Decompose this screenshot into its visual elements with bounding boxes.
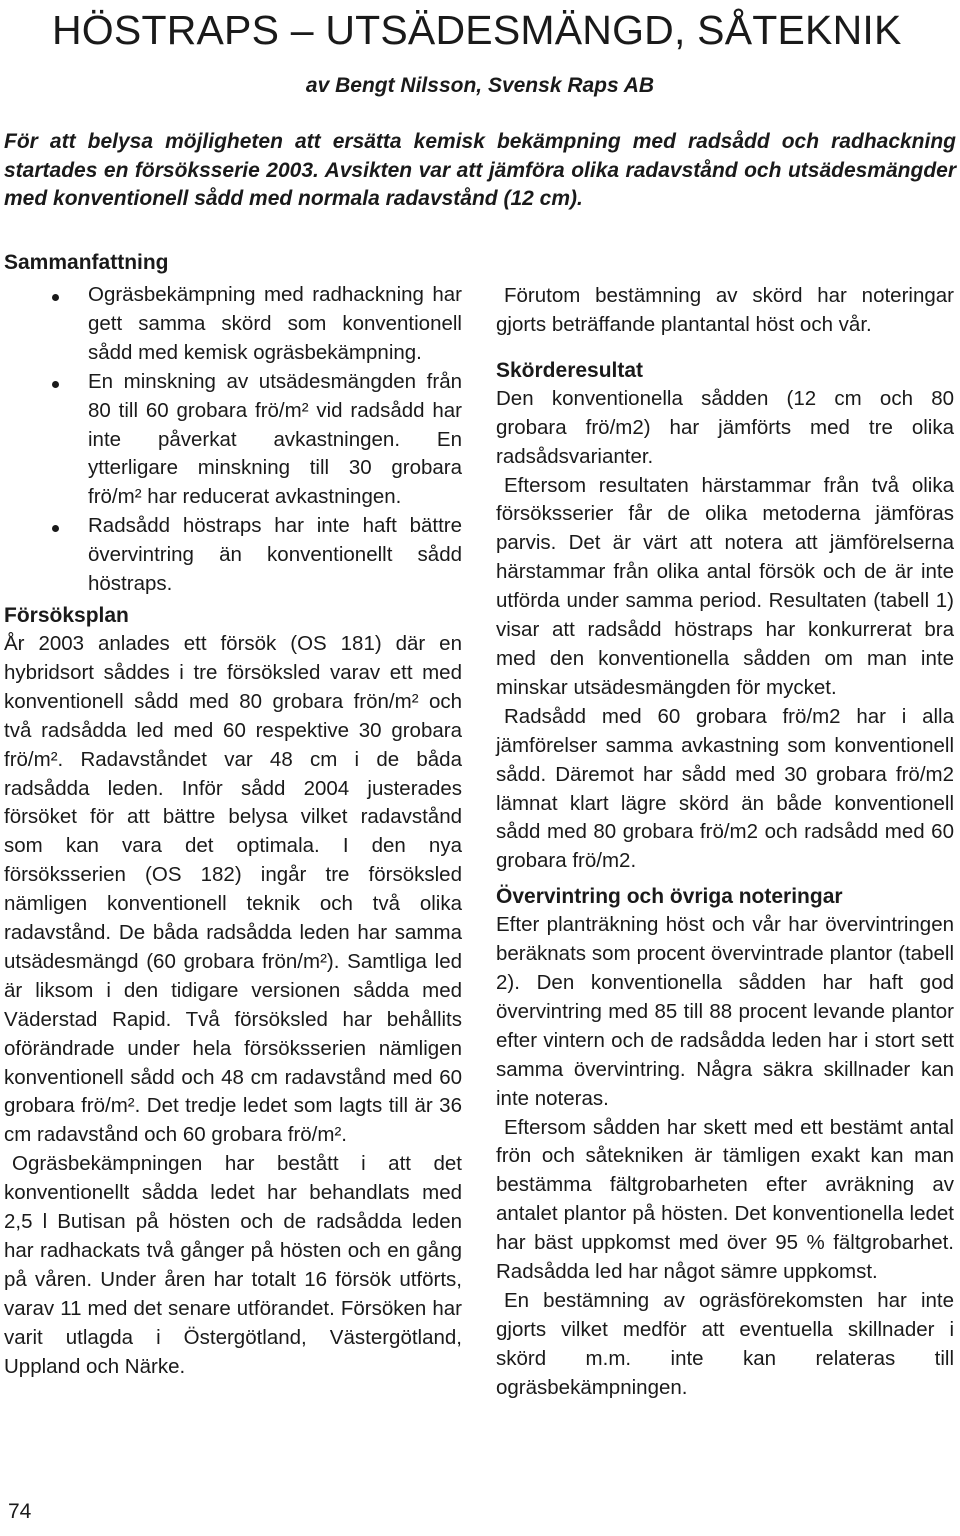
winter-paragraph: Eftersom sådden har skett med ett bestämt antal frön och såtekniken är tämligen exakt kan man bestämma fältgrobarheten efter avräkning av antalet plantor på hösten. Det konventionella ledet har bäst uppkomst med över 95 % fältgrobarhet. Radsådda led har något sämre uppkomst. — [496, 1115, 954, 1284]
plan-paragraph: Ogräsbekämpningen har bestått i att det konventionellt sådda ledet har behandlats med 2,5 l Butisan på hösten och de radsådda leden har radhackats två gånger på hösten och en gång på våren. Under åren har totalt 16 försök utförts, varav 11 med det senare utförandet. Försöken har varit utlagda i Östergötland, Västergötland, Uppland och Närke. — [4, 1152, 462, 1378]
summary-list — [4, 281, 462, 599]
summary-bullet: Ogräsbekämpning med radhackning har gett samma skörd som konventionell sådd med kemisk ogräsbekämpning. — [4, 281, 462, 368]
page-number: 74 — [8, 1500, 32, 1523]
plan-paragraph: År 2003 anlades ett försök (OS 181) där en hybridsort såddes i tre försöksled varav ett med konventionell sådd med 80 grobara frön/m² och två radsådda led med 60 respektive 30 grobara frö/m². Radavståndet var 48 cm i de båda radsådda leden. Inför sådd 2004 justerades försöket för att bättre belysa vilket radavstånd som kan vara det optimala. I den nya försöksserien (OS 182) ingår tre försöksled nämligen konventionell teknik och två olika radavstånd. De båda radsådda leden har samma utsädesmängd (60 grobara frön/m²). Samtliga led är liksom i den tidigare versionen sådda med Väderstad Rapid. Två försöksled har behållits oförändrade under hela försöksserien nämligen konventionell sådd och 48 cm radavstånd med 60 grobara frö/m². Det tredje ledet som lagts till är 36 cm radavstånd och 60 grobara frö/m². — [4, 631, 462, 1147]
plan-heading: Försöksplan — [4, 603, 129, 627]
intro-paragraph: För att belysa möjligheten att ersätta kemisk bekämpning med radsådd och radhackning startades en försöksserie 2003. Avsikten var att jämföra olika radavstånd och utsädesmängder med konventionell sådd med normala radavstånd (12 cm). — [4, 130, 956, 210]
right-column — [496, 282, 954, 1403]
summary-bullet: Radsådd höstraps har inte haft bättre övervintring än konventionellt sådd höstraps. — [4, 512, 462, 599]
winter-paragraph: En bestämning av ogräsförekomsten har inte gjorts vilket medför att eventuella skillnader i skörd m.m. inte kan relateras till ogräsbekämpningen. — [496, 1289, 954, 1399]
left-column — [4, 248, 462, 1382]
winter-heading: Övervintring och övriga noteringar — [496, 885, 843, 909]
right-intro-paragraph: Förutom bestämning av skörd har noteringar gjorts beträffande plantantal höst och vår. — [496, 284, 954, 336]
results-paragraph: Den konventionella sådden (12 cm och 80 grobara frö/m2) har jämförts med tre olika radsådsvarianter. — [496, 386, 954, 468]
results-paragraph: Radsådd med 60 grobara frö/m2 har i alla jämförelser samma avkastning som konventionell sådd. Däremot har sådd med 30 grobara frö/m2 lämnat klart lägre skörd än både konventionell sådd med 80 grobara frö/m2 och radsådd med 60 grobara frö/m2. — [496, 704, 954, 873]
summary-bullet: En minskning av utsädesmängden från 80 till 60 grobara frö/m² vid radsådd har inte påverkat avkastningen. En ytterligare minskning till 30 grobara frö/m² har reducerat avkastningen. — [4, 368, 462, 513]
summary-heading: Sammanfattning — [4, 251, 169, 274]
results-paragraph: Eftersom resultaten härstammar från två olika försöksserier får de olika metoderna jämföras parvis. Det är värt att notera att jämförelserna härstammar från olika antal försök och de är inte utförda under samma period. Resultaten (tabell 1) visar att radsådd höstraps har konkurrerat bra med den konventionella sådden om man inte minskar utsädesmängden för mycket. — [496, 473, 954, 699]
winter-paragraph: Efter planträkning höst och vår har övervintringen beräknats som procent övervintrade plantor (tabell 2). Den konventionella sådden har haft god övervintring med 85 till 88 procent levande plantor efter vintern och de radsådda leden har i stort sett samma övervintring. Några säkra skillnader kan inte noteras. — [496, 913, 954, 1110]
author-byline: av Bengt Nilsson, Svensk Raps AB — [305, 74, 655, 97]
page-title: HÖSTRAPS – UTSÄDESMÄNGD, SÅTEKNIK — [52, 7, 902, 53]
results-heading: Skörderesultat — [496, 358, 644, 382]
